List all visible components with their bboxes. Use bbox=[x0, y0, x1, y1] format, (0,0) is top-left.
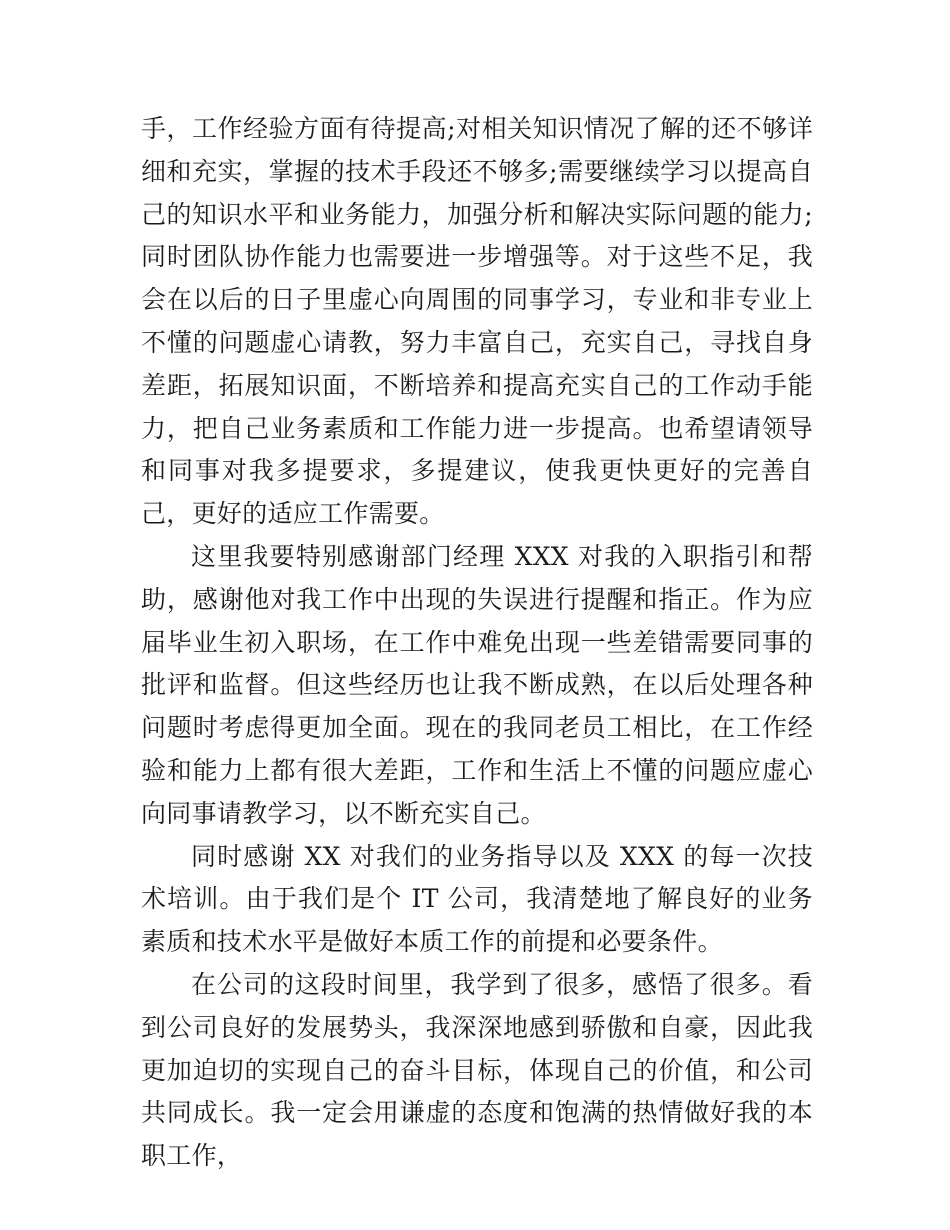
paragraph-thanks-training: 同时感谢 XX 对我们的业务指导以及 XXX 的每一次技术培训。由于我们是个 IT 公司，我清楚地了解良好的业务素质和技术水平是做好本质工作的前提和必要条件。 bbox=[141, 841, 813, 957]
paragraph-company-growth: 在公司的这段时间里，我学到了很多，感悟了很多。看到公司良好的发展势头，我深深地感到骄傲和自豪，因此我更加迫切的实现自己的奋斗目标，体现自己的价值，和公司共同成长。我一定会用谦虚的态度和饱满的热情做好我的本职工作， bbox=[141, 969, 813, 1171]
paragraph-continuation: 手，工作经验方面有待提高;对相关知识情况了解的还不够详细和充实，掌握的技术手段还不够多;需要继续学习以提高自己的知识水平和业务能力，加强分析和解决实际问题的能力;同时团队协作能力也需要进一步增强等。对于这些不足，我会在以后的日子里虚心向周围的同事学习，专业和非专业上不懂的问题虚心请教，努力丰富自己，充实自己，寻找自身差距，拓展知识面，不断培养和提高充实自己的工作动手能力，把自己业务素质和工作能力进一步提高。也希望请领导和同事对我多提要求，多提建议，使我更快更好的完善自己，更好的适应工作需要。 bbox=[141, 114, 813, 529]
document-body bbox=[141, 108, 813, 1178]
paragraph-thanks-manager: 这里我要特别感谢部门经理 XXX 对我的入职指引和帮助，感谢他对我工作中出现的失误进行提醒和指正。作为应届毕业生初入职场，在工作中难免出现一些差错需要同事的批评和监督。但这些经历也让我不断成熟，在以后处理各种问题时考虑得更加全面。现在的我同老员工相比，在工作经验和能力上都有很大差距，工作和生活上不懂的问题应虚心向同事请教学习，以不断充实自己。 bbox=[141, 541, 813, 828]
